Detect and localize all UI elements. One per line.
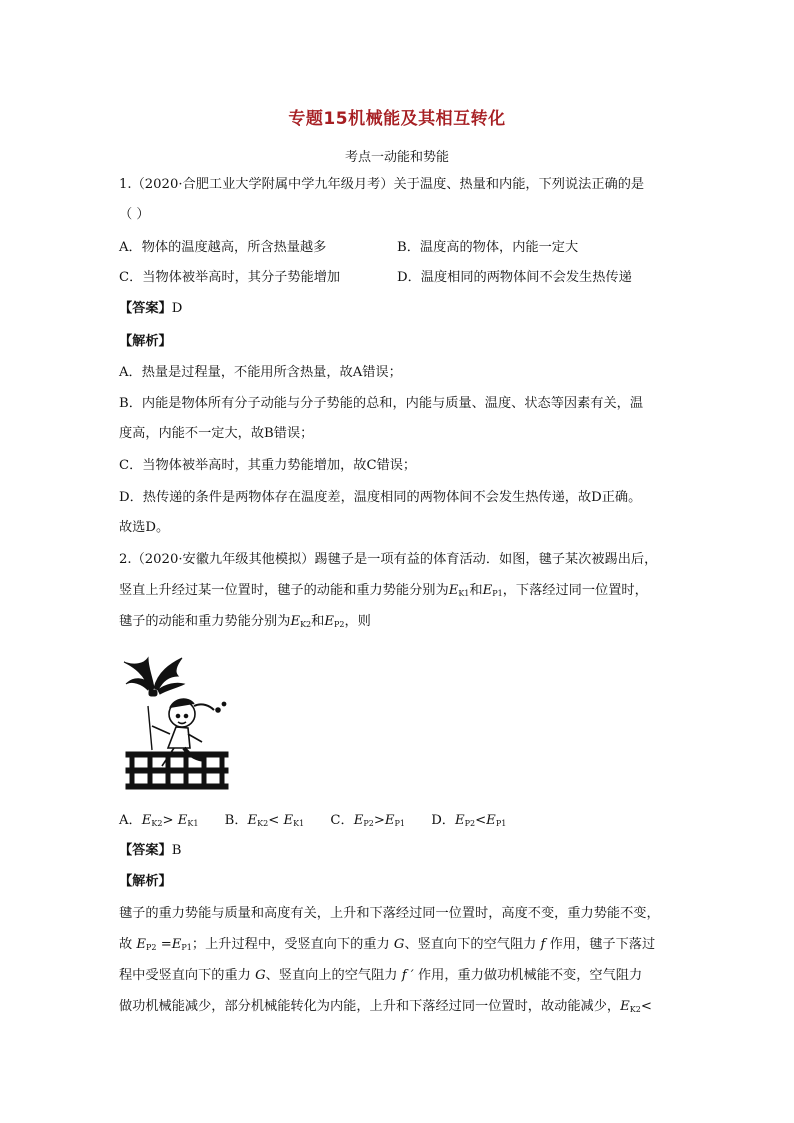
- q2-answer-label: 【答案】: [119, 843, 172, 858]
- q1-analysis-line: C．当物体被举高时，其重力势能增加，故C错误；: [119, 458, 417, 473]
- q1-option-b: B．温度高的物体，内能一定大: [397, 240, 579, 255]
- q1-analysis-line: B．内能是物体所有分子动能与分子势能的总和，内能与质量、温度、状态等因素有关，温: [119, 396, 643, 411]
- operator: <: [475, 813, 487, 828]
- option-label: B．: [224, 813, 248, 828]
- operator: >: [162, 813, 174, 828]
- symbol-e: E: [454, 813, 465, 828]
- q1-analysis-line: D．热传递的条件是两物体存在温度差，温度相同的两物体间不会发生热传递，故D正确。: [119, 490, 642, 505]
- q1-answer-value: D: [171, 301, 183, 316]
- q2-text: 、竖直向下的空气阻力: [404, 937, 537, 952]
- q1-analysis-label: 【解析】: [119, 334, 172, 349]
- q1-analysis-line: 度高，内能不一定大，故B错误；: [119, 426, 314, 441]
- subscript-p2: P2: [333, 620, 345, 629]
- symbol-e: E: [247, 813, 258, 828]
- option-label: D．: [431, 813, 455, 828]
- q2-analysis-line: [119, 998, 652, 1019]
- subscript-k2: K2: [300, 620, 312, 629]
- subscript-p1: P1: [394, 819, 406, 828]
- q1-analysis-line: 故选D。: [119, 520, 170, 535]
- q2-text: 和: [311, 614, 325, 629]
- q1-analysis-line: A．热量是过程量，不能用所含热量，故A错误；: [119, 365, 402, 380]
- q2-text: ；上升过程中，受竖直向下的重力: [191, 937, 390, 952]
- q2-stem-line: [119, 582, 648, 603]
- symbol-e: E: [486, 813, 496, 828]
- q2-text: 程中受竖直向下的重力: [119, 968, 251, 983]
- symbol-g: G: [393, 937, 405, 952]
- symbol-e: E: [283, 813, 294, 828]
- subscript-k2: K2: [629, 1005, 641, 1014]
- q2-text: 和: [469, 583, 483, 598]
- symbol-e: E: [171, 937, 182, 952]
- railing: [126, 752, 228, 789]
- q1-blank: （ ）: [119, 207, 150, 222]
- q2-text: 竖直上升经过某一位置时，毽子的动能和重力势能分别为: [119, 583, 449, 598]
- subscript-k2: K2: [151, 819, 163, 828]
- q2-text: 作用，毽子下落过: [549, 937, 656, 952]
- q2-text: ，则: [344, 614, 371, 629]
- q1-answer: [119, 300, 182, 318]
- subscript-p2: P2: [146, 943, 157, 952]
- q2-options: [119, 812, 528, 833]
- operator: >: [373, 813, 385, 828]
- q2-answer: [119, 842, 181, 860]
- q2-option-a: [119, 812, 198, 833]
- section-heading: 考点一动能和势能: [344, 150, 449, 165]
- q2-text: 、竖直向上的空气阻力: [265, 968, 398, 983]
- shuttlecock-icon: [124, 658, 184, 696]
- symbol-f: f: [540, 937, 546, 952]
- q2-option-b: [225, 812, 305, 833]
- operator: =: [160, 937, 172, 952]
- q1-answer-label: 【答案】: [119, 301, 172, 316]
- shuttlecock-kicking-illustration: [118, 644, 230, 792]
- q2-answer-value: B: [171, 843, 182, 858]
- symbol-e: E: [353, 813, 364, 828]
- option-label: A．: [119, 813, 142, 828]
- q2-text: ，下落经过同一位置时，: [502, 583, 648, 598]
- operator: <: [268, 813, 280, 828]
- symbol-e: E: [384, 813, 395, 828]
- symbol-e: E: [448, 583, 459, 598]
- subscript-p2: P2: [464, 819, 476, 828]
- symbol-e: E: [324, 614, 334, 629]
- q2-stem-line: 2.（2020·安徽九年级其他模拟）踢毽子是一项有益的体育活动．如图，毽子某次被踢出后，: [119, 552, 658, 567]
- subscript-p1: P1: [495, 819, 507, 828]
- symbol-e: E: [141, 813, 152, 828]
- subscript-k1: K1: [458, 589, 470, 598]
- q1-stem: 1.（2020·合肥工业大学附属中学九年级月考）关于温度、热量和内能，下列说法正确的是: [119, 177, 645, 192]
- q2-stem-line: [119, 613, 371, 634]
- symbol-e: E: [177, 813, 188, 828]
- option-label: C．: [330, 813, 354, 828]
- q2-analysis-line: 毽子的重力势能与质量和高度有关，上升和下落经过同一位置时，高度不变，重力势能不变，: [119, 906, 660, 921]
- q2-option-c: [330, 812, 405, 833]
- q2-analysis-line: [119, 936, 655, 957]
- q1-option-c: C．当物体被举高时，其分子势能增加: [119, 270, 341, 285]
- operator: <: [640, 999, 652, 1014]
- q2-option-d: [431, 812, 506, 833]
- q2-text: 作用，重力做功机械能不变，空气阻力: [417, 968, 643, 983]
- symbol-e: E: [620, 999, 630, 1014]
- q2-analysis-label: 【解析】: [119, 874, 172, 889]
- q2-text: 毽子的动能和重力势能分别为: [119, 614, 291, 629]
- q2-text: 做功机械能减少，部分机械能转化为内能，上升和下落经过同一位置时，故动能减少，: [119, 999, 621, 1014]
- q1-option-d: D．温度相同的两物体间不会发生热传递: [397, 270, 632, 285]
- symbol-e: E: [290, 614, 301, 629]
- symbol-f-prime: f ′: [401, 968, 414, 983]
- symbol-g: G: [255, 968, 266, 983]
- subscript-p1: P1: [492, 589, 503, 598]
- subscript-k1: K1: [187, 819, 199, 828]
- symbol-e: E: [482, 583, 493, 598]
- page-title: 专题15机械能及其相互转化: [288, 109, 506, 129]
- subscript-p1: P1: [181, 943, 192, 952]
- subscript-p2: P2: [363, 819, 374, 828]
- q2-text: 故: [119, 937, 133, 952]
- subscript-k2: K2: [257, 819, 269, 828]
- symbol-e: E: [136, 937, 147, 952]
- q2-analysis-line: [119, 967, 642, 985]
- subscript-k1: K1: [293, 819, 305, 828]
- q1-option-a: A．物体的温度越高，所含热量越多: [119, 240, 327, 255]
